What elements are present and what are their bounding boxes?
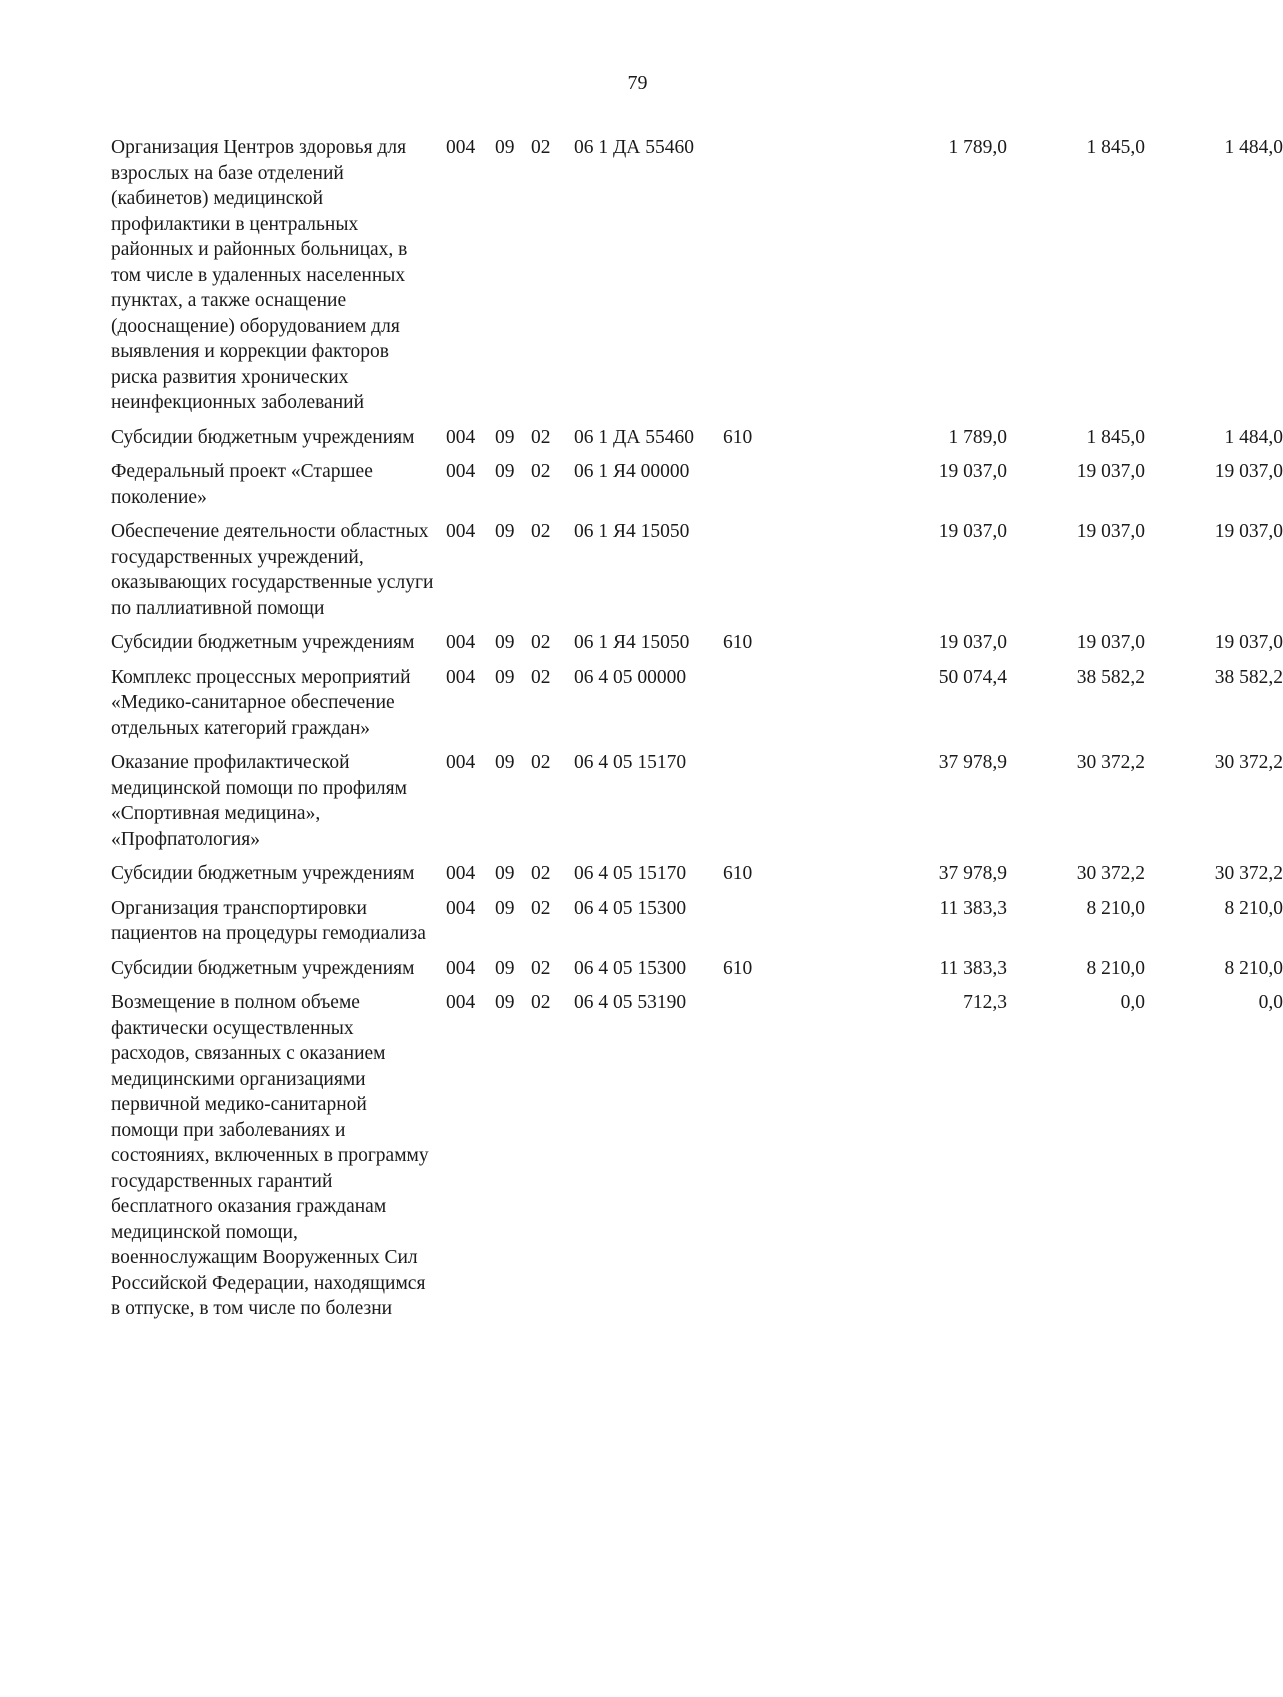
table-row [111, 425, 1283, 451]
row-amount-year-2: 38 582,2 [1076, 666, 1145, 688]
table-row [111, 135, 1283, 416]
row-name: Обеспечение деятельности областных государственных учреждений, оказывающих государственные услуги по паллиативной помощи [111, 521, 434, 619]
row-amount-year-2: 19 037,0 [1076, 461, 1145, 482]
budget-table [111, 135, 1283, 1331]
table-row [111, 896, 1283, 947]
row-section-code: 09 [495, 957, 515, 979]
row-name: Оказание профилактической медицинской помощи по профилям «Спортивная медицина», «Профпатология» [111, 752, 407, 850]
row-subsection-code: 02 [531, 992, 551, 1013]
row-target-code: 06 1 Я4 15050 [574, 521, 690, 542]
row-amount-year-3: 38 582,2 [1214, 666, 1283, 688]
row-amount-year-1: 50 074,4 [938, 666, 1007, 688]
row-expense-code: 610 [723, 426, 753, 448]
row-amount-year-2: 0,0 [1120, 992, 1145, 1013]
row-admin-code: 004 [446, 632, 476, 653]
row-amount-year-2: 1 845,0 [1086, 137, 1145, 158]
row-subsection-code: 02 [531, 521, 551, 542]
row-admin-code: 004 [446, 137, 476, 158]
row-section-code: 09 [495, 897, 515, 919]
row-amount-year-1: 712,3 [963, 992, 1007, 1013]
row-target-code: 06 1 Я4 15050 [574, 632, 690, 653]
table-row [111, 630, 1283, 656]
page-number: 79 [627, 72, 648, 94]
row-admin-code: 004 [446, 897, 476, 919]
row-amount-year-2: 1 845,0 [1086, 426, 1145, 448]
row-amount-year-2: 30 372,2 [1076, 752, 1145, 773]
row-amount-year-1: 1 789,0 [948, 426, 1007, 448]
row-target-code: 06 4 05 00000 [574, 666, 687, 688]
row-expense-code: 610 [723, 632, 753, 653]
row-name: Федеральный проект «Старшее поколение» [111, 461, 373, 508]
row-subsection-code: 02 [531, 426, 551, 448]
row-subsection-code: 02 [531, 863, 551, 884]
row-target-code: 06 4 05 15170 [574, 863, 687, 884]
table-row [111, 861, 1283, 887]
row-amount-year-1: 37 978,9 [938, 863, 1007, 884]
row-target-code: 06 1 ДА 55460 [574, 426, 695, 448]
row-target-code: 06 1 Я4 00000 [574, 461, 690, 482]
row-target-code: 06 4 05 15170 [574, 752, 687, 773]
row-admin-code: 004 [446, 957, 476, 979]
row-subsection-code: 02 [531, 137, 551, 158]
row-expense-code: 610 [723, 957, 753, 979]
row-amount-year-3: 30 372,2 [1214, 752, 1283, 773]
row-subsection-code: 02 [531, 957, 551, 979]
row-amount-year-3: 19 037,0 [1214, 521, 1283, 542]
row-expense-code: 610 [723, 863, 753, 884]
row-admin-code: 004 [446, 992, 476, 1013]
table-row [111, 459, 1283, 510]
row-name: Субсидии бюджетным учреждениям [111, 957, 415, 979]
row-section-code: 09 [495, 666, 515, 688]
row-section-code: 09 [495, 752, 515, 773]
row-section-code: 09 [495, 521, 515, 542]
row-amount-year-2: 19 037,0 [1076, 521, 1145, 542]
row-section-code: 09 [495, 137, 515, 158]
row-subsection-code: 02 [531, 752, 551, 773]
row-name: Субсидии бюджетным учреждениям [111, 863, 415, 884]
table-row [111, 990, 1283, 1322]
row-section-code: 09 [495, 863, 515, 884]
row-name: Субсидии бюджетным учреждениям [111, 426, 415, 448]
row-admin-code: 004 [446, 666, 476, 688]
row-amount-year-1: 19 037,0 [938, 632, 1007, 653]
row-amount-year-1: 11 383,3 [939, 897, 1007, 919]
row-subsection-code: 02 [531, 897, 551, 919]
row-amount-year-3: 1 484,0 [1224, 137, 1283, 158]
row-section-code: 09 [495, 461, 515, 482]
row-amount-year-1: 37 978,9 [938, 752, 1007, 773]
row-subsection-code: 02 [531, 666, 551, 688]
row-name: Комплекс процессных мероприятий «Медико-санитарное обеспечение отдельных категорий граждан» [111, 666, 411, 739]
row-admin-code: 004 [446, 461, 476, 482]
row-amount-year-1: 19 037,0 [938, 461, 1007, 482]
row-amount-year-3: 19 037,0 [1214, 632, 1283, 653]
row-amount-year-1: 1 789,0 [948, 137, 1007, 158]
row-name: Организация транспортировки пациентов на процедуры гемодиализа [111, 897, 426, 944]
table-row [111, 519, 1283, 621]
row-admin-code: 004 [446, 863, 476, 884]
row-admin-code: 004 [446, 521, 476, 542]
row-amount-year-3: 30 372,2 [1214, 863, 1283, 884]
row-amount-year-1: 19 037,0 [938, 521, 1007, 542]
row-subsection-code: 02 [531, 632, 551, 653]
row-subsection-code: 02 [531, 461, 551, 482]
row-amount-year-3: 8 210,0 [1224, 897, 1283, 919]
row-section-code: 09 [495, 632, 515, 653]
row-section-code: 09 [495, 992, 515, 1013]
row-amount-year-2: 8 210,0 [1086, 957, 1145, 979]
table-row [111, 665, 1283, 742]
row-target-code: 06 4 05 53190 [574, 992, 687, 1013]
row-amount-year-1: 11 383,3 [939, 957, 1007, 979]
row-name: Субсидии бюджетным учреждениям [111, 632, 415, 653]
table-row [111, 956, 1283, 982]
row-section-code: 09 [495, 426, 515, 448]
row-amount-year-3: 19 037,0 [1214, 461, 1283, 482]
row-admin-code: 004 [446, 752, 476, 773]
row-amount-year-2: 8 210,0 [1086, 897, 1145, 919]
row-target-code: 06 4 05 15300 [574, 897, 687, 919]
row-admin-code: 004 [446, 426, 476, 448]
row-target-code: 06 1 ДА 55460 [574, 137, 695, 158]
row-name: Возмещение в полном объеме фактически осуществленных расходов, связанных с оказанием медицинскими организациями первичной медико-санитарной помощи при заболеваниях и состояниях, включенных в программу государственных гарантий бесплатного оказания гражданам медицинской помощи, военнослужащим Вооруженных Сил Российской Федерации, находящимся в отпуске, в том числе по болезни [111, 992, 429, 1319]
table-row [111, 750, 1283, 852]
row-amount-year-3: 0,0 [1258, 992, 1283, 1013]
row-amount-year-2: 30 372,2 [1076, 863, 1145, 884]
row-name: Организация Центров здоровья для взрослых на базе отделений (кабинетов) медицинской профилактики в центральных районных и районных больницах, в том числе в удаленных населенных пунктах, а также оснащение (дооснащение) оборудованием для выявления и коррекции факторов риска развития хронических неинфекционных заболеваний [111, 137, 408, 413]
row-target-code: 06 4 05 15300 [574, 957, 687, 979]
row-amount-year-2: 19 037,0 [1076, 632, 1145, 653]
row-amount-year-3: 8 210,0 [1224, 957, 1283, 979]
row-amount-year-3: 1 484,0 [1224, 426, 1283, 448]
